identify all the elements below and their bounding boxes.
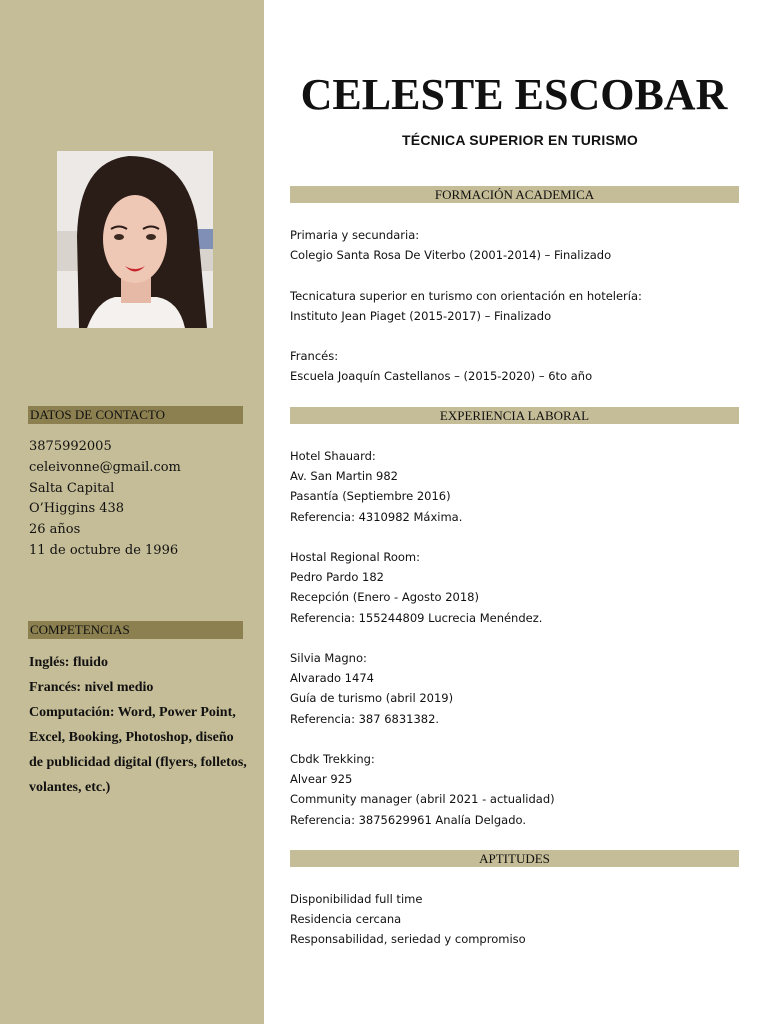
portrait-illustration — [57, 151, 213, 328]
experience-entry — [290, 648, 750, 729]
skills-heading: COMPETENCIAS — [28, 621, 243, 639]
experience-line: Guía de turismo (abril 2019) — [290, 691, 454, 706]
aptitude-item: Residencia cercana — [290, 912, 402, 927]
experience-line: Pedro Pardo 182 — [290, 570, 384, 585]
aptitudes-heading: APTITUDES — [290, 850, 739, 867]
profile-photo — [57, 151, 213, 328]
education-entry — [290, 346, 750, 386]
education-detail: Escuela Joaquín Castellanos – (2015-2020) – 6to año — [290, 369, 593, 384]
contact-heading: DATOS DE CONTACTO — [28, 406, 243, 424]
contact-birthdate: 11 de octubre de 1996 — [29, 542, 179, 558]
experience-line: Referencia: 3875629961 Analía Delgado. — [290, 812, 526, 827]
experience-line: Hostal Regional Room: — [290, 550, 420, 564]
experience-line: Hotel Shauard: — [290, 449, 376, 463]
experience-line: Av. San Martin 982 — [290, 469, 399, 484]
experience-line: Alvear 925 — [290, 772, 353, 787]
contact-address: O’Higgins 438 — [29, 501, 125, 517]
contact-email: celeivonne@gmail.com — [29, 459, 181, 475]
skill-line: Computación: Word, Power Point, — [29, 705, 236, 721]
skill-line: Francés: nivel medio — [29, 680, 154, 696]
contact-age: 26 años — [29, 522, 81, 538]
education-title: Tecnicatura superior en turismo con orientación en hotelería: — [290, 289, 642, 303]
aptitude-item: Disponibilidad full time — [290, 892, 423, 906]
experience-line: Silvia Magno: — [290, 651, 367, 665]
skill-line: Inglés: fluido — [29, 655, 108, 670]
job-title: TÉCNICA SUPERIOR EN TURISMO — [402, 132, 638, 148]
experience-line: Alvarado 1474 — [290, 671, 374, 686]
education-entry — [290, 286, 750, 326]
experience-line: Referencia: 155244809 Lucrecia Menéndez. — [290, 610, 543, 625]
experience-line: Referencia: 4310982 Máxima. — [290, 509, 463, 524]
education-heading: FORMACIÓN ACADEMICA — [290, 186, 739, 203]
experience-line: Referencia: 387 6831382. — [290, 711, 440, 726]
experience-line: Cbdk Trekking: — [290, 752, 375, 766]
experience-entry — [290, 749, 750, 830]
aptitude-item: Responsabilidad, seriedad y compromiso — [290, 932, 526, 947]
education-detail: Colegio Santa Rosa De Viterbo (2001-2014) – Finalizado — [290, 248, 612, 263]
education-title: Francés: — [290, 349, 339, 363]
education-detail: Instituto Jean Piaget (2015-2017) – Finalizado — [290, 309, 552, 324]
experience-line: Recepción (Enero - Agosto 2018) — [290, 590, 479, 605]
contact-list — [29, 437, 254, 562]
experience-entry — [290, 446, 750, 527]
skill-line: Excel, Booking, Photoshop, diseño — [29, 730, 234, 746]
contact-city: Salta Capital — [29, 480, 115, 496]
experience-entry — [290, 547, 750, 628]
experience-line: Community manager (abril 2021 - actualidad) — [290, 792, 555, 807]
person-name: CELESTE ESCOBAR — [300, 70, 728, 119]
skill-line: de publicidad digital (flyers, folletos, — [29, 755, 247, 771]
experience-heading: EXPERIENCIA LABORAL — [290, 407, 739, 424]
contact-phone: 3875992005 — [29, 439, 112, 454]
education-title: Primaria y secundaria: — [290, 228, 420, 242]
aptitudes-list — [290, 889, 750, 950]
experience-line: Pasantía (Septiembre 2016) — [290, 489, 451, 504]
education-entry — [290, 225, 750, 265]
skills-list — [29, 650, 251, 801]
skill-line: volantes, etc.) — [29, 780, 111, 796]
